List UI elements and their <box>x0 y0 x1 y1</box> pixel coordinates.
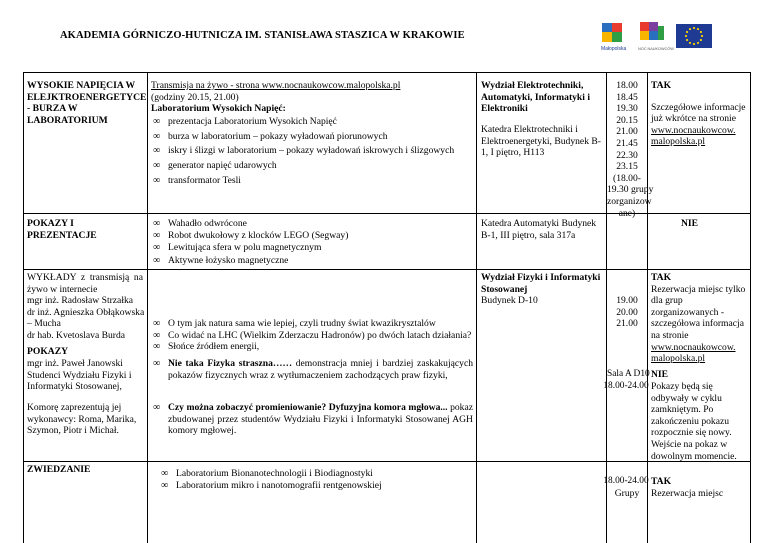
time-slot: 22.30 <box>616 149 638 161</box>
time-slot: 21.00 <box>616 318 638 330</box>
list-item <box>151 402 473 437</box>
eu-star <box>697 28 699 30</box>
row3-info-link-cont[interactable]: malopolska.pl <box>651 353 706 365</box>
row4-hours: 18.00-24.00 <box>603 381 649 391</box>
time-slot: 20.15 <box>616 114 638 126</box>
time-slot: 19.00 <box>616 295 638 306</box>
list-item: ∞ generator napięć udarowych <box>151 159 473 174</box>
row1-activity-title: WYSOKIE NAPIĘCIA W ELEJKTROENERGETYCE - BURZA W LABORATORIUM <box>27 80 147 126</box>
time-slot: 21.45 <box>616 137 638 149</box>
time-slot: ane) <box>618 207 636 219</box>
time-slot: 18.45 <box>616 91 638 103</box>
cloud-chamber-bullet <box>151 402 473 437</box>
lab-title: Laboratorium Wysokich Napięć: <box>151 103 286 115</box>
row1-info: Szczegółowe informacje już wkrótce na stronie <box>651 101 746 125</box>
list-item: ∞ burza w laboratorium – pokazy wyładowań piorunowych <box>151 130 473 145</box>
lecturer: dr hab. Kvetoslava Burda <box>27 329 126 341</box>
demo-title: Nie taka Fizyka straszna…… <box>168 358 293 369</box>
row3-registration: TAK <box>651 272 672 283</box>
time-slot: 21.00 <box>616 126 638 138</box>
time-slot: 20.00 <box>616 306 638 318</box>
row3-department: Wydział Fizyki i Informatyki Stosowanej <box>481 272 601 295</box>
list-item: ∞ O tym jak natura sama wie lepiej, czyli trudny świat kwazikrysztalów <box>151 318 473 330</box>
malopolska-logo-text: Małopolska <box>601 46 627 52</box>
lab-bullets <box>151 115 473 189</box>
row3-activity-title: WYKŁADY z transmisją na żywo w internecie <box>27 272 143 295</box>
row3-times <box>607 295 647 330</box>
row2-location: Katedra Automatyki Budynek B-1, III piętro, sala 317a <box>481 218 597 241</box>
row3-info: Rezerwacja miejsc tylko dla grup zorganizowanych - szczegółowa informacja na stronie <box>651 283 746 341</box>
page-header: AKADEMIA GÓRNICZO-HUTNICZA IM. STANISŁAWA STASZICA W KRAKOWIE <box>60 30 465 41</box>
physics-demo-bullet <box>151 358 473 381</box>
eu-star <box>700 31 702 33</box>
lecturer-list <box>27 295 145 341</box>
row3-location: Budynek D-10 <box>481 295 538 306</box>
list-item: ∞ Lewitująca sfera w polu magnetycznym <box>151 242 473 254</box>
program-table <box>23 72 751 543</box>
time-slot: (18.00- <box>613 172 641 184</box>
demo-description: demonstracja mniej i bardziej zaskakujących pokazów fizycznych wraz z wytłumaczeniem zachodzących praw fizyki, <box>168 358 473 381</box>
eu-star <box>686 39 688 41</box>
row2-registration: NIE <box>681 218 699 229</box>
time-slot: 19.30 <box>616 103 638 115</box>
list-item: ∞ Laboratorium Bionanotechnologii i Biodiagnostyki <box>159 468 473 480</box>
demo-bullets <box>151 218 473 267</box>
time-slot: 19.30 grupy <box>607 184 654 196</box>
eu-star <box>685 35 687 37</box>
partner-logos <box>600 20 715 54</box>
list-item: ∞ Laboratorium mikro i nanotomografii rentgenowskiej <box>159 480 473 492</box>
nocnaukowcow-logo-text: NOC NAUKOWCÓW <box>638 47 674 51</box>
eu-flag <box>676 24 712 48</box>
row4-presenters: mgr inż. Paweł Janowski Studenci Wydziału Fizyki i Informatyki Stosowanej, <box>27 358 132 393</box>
row1-registration: TAK <box>651 80 672 91</box>
row1-location: Katedra Elektrotechniki i Elektroenergetyki, Budynek B-1, I piętro, H113 <box>481 124 601 159</box>
row1-times <box>607 80 654 219</box>
cloud-chamber-title: Czy można zobaczyć promieniowanie? Dyfuzyjna komora mgłowa... <box>168 402 448 413</box>
list-item: ∞ iskry i ślizgi w laboratorium – pokazy wyładowań iskrowych i ślizgowych <box>151 144 473 159</box>
eu-star <box>686 31 688 33</box>
list-item: ∞ Aktywne łożysko magnetyczne <box>151 255 473 267</box>
stream-link[interactable]: Transmisja na żywo - strona www.nocnaukowcow.malopolska.pl <box>151 80 401 91</box>
list-item: ∞ Słońce źródłem energii, <box>151 341 473 353</box>
time-slot: zorganizow <box>607 195 652 207</box>
tour-bullets <box>159 468 473 491</box>
lecture-bullets <box>151 318 473 353</box>
row6-hours: 18.00-24.00 <box>603 476 649 486</box>
list-item: ∞ transformator Tesli <box>151 174 473 189</box>
row1-info-link[interactable]: www.nocnaukowcow. <box>651 124 736 136</box>
row6-activity-title: ZWIEDZANIE <box>27 464 91 475</box>
row6-registration: TAK <box>651 476 672 487</box>
eu-star <box>701 35 703 37</box>
row6-groups: Grupy <box>614 488 640 499</box>
row4-registration: NIE <box>651 369 669 380</box>
cloud-chamber-description: pokaz zbudowanej przez studentów Wydziału Fizyki i Informatyki Stosowanej AGH komory mgłowej. <box>168 402 473 437</box>
lecturer: mgr inż. Radosław Strzałka <box>27 295 134 306</box>
list-item: ∞ prezentacja Laboratorium Wysokich Napięć <box>151 115 473 130</box>
eu-star <box>693 43 695 45</box>
eu-star <box>693 27 695 29</box>
row1-info-link-cont[interactable]: malopolska.pl <box>651 136 706 148</box>
list-item <box>151 358 473 381</box>
stream-hours: (godziny 20.15, 21.00) <box>151 91 239 103</box>
nocnaukowcow-logo <box>638 22 674 51</box>
list-item: ∞ Wahadło odwrócone <box>151 218 473 230</box>
lecturer: dr inż. Agnieszka Obłąkowska – Mucha <box>27 306 145 330</box>
row4-activity-title: POKAZY <box>27 346 69 357</box>
eu-star <box>689 42 691 44</box>
eu-star <box>697 42 699 44</box>
list-item: ∞ Robot dwukołowy z klocków LEGO (Segway) <box>151 230 473 242</box>
row4-room: Sala A D10 <box>607 369 650 379</box>
row2-activity-title: POKAZY I PREZENTACJE <box>27 218 97 241</box>
row6-info: Rezerwacja miejsc <box>651 488 724 499</box>
row4-info: Pokazy będą się odbywały w cyklu zamkniętym. Po zakończeniu pokazu rozpocznie się nowy. Wejście na pokaz w dowolnym momencie. <box>651 381 737 462</box>
time-slot: 18.00 <box>616 80 638 91</box>
eu-star <box>700 39 702 41</box>
list-item: ∞ Co widać na LHC (Wielkim Zderzaczu Hadronów) po dwóch latach działania? <box>151 330 473 342</box>
eu-star <box>689 28 691 30</box>
row5-presenters: Komorę zaprezentują jej wykonawcy: Roma, Marika, Szymon, Piotr i Michał. <box>27 402 137 437</box>
row3-info-link[interactable]: www.nocnaukowcow. <box>651 341 736 353</box>
row1-department: Wydział Elektrotechniki, Automatyki, Informatyki i Elektroniki <box>481 80 590 115</box>
malopolska-logo <box>601 23 627 52</box>
time-slot: 23.15 <box>616 161 638 173</box>
